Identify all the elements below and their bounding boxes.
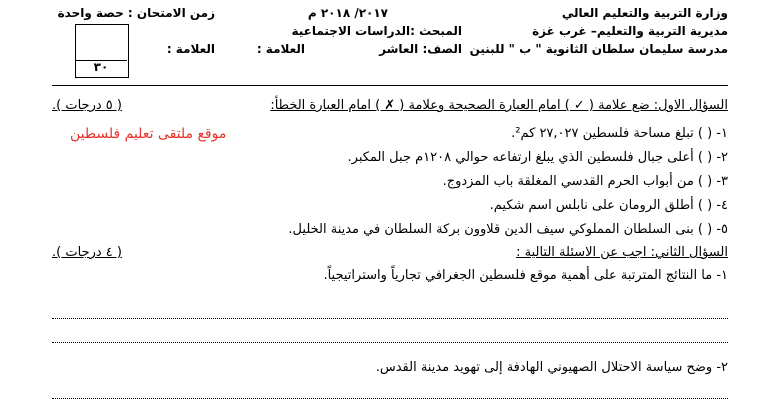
watermark-text: موقع ملتقى تعليم فلسطين bbox=[70, 126, 227, 142]
answer-line[interactable] bbox=[52, 318, 728, 319]
header-separator bbox=[52, 85, 728, 86]
q2-title: السؤال الثاني: اجب عن الاسئلة التالية : bbox=[516, 245, 728, 260]
academic-year: ٢٠١٧/ ٢٠١٨ م bbox=[307, 6, 388, 20]
directorate-name: مديرية التربية والتعليم– غرب غزة bbox=[532, 24, 728, 38]
q1-item-5: ٥- ( ) بنى السلطان المملوكي سيف الدين قلاوون بركة السلطان في مدينة الخليل. bbox=[288, 222, 728, 237]
q1-item-2: ٢- ( ) أعلى جبال فلسطين الذي يبلغ ارتفاعه حوالي ١٢٠٨م جبل المكبر. bbox=[347, 150, 728, 165]
answer-line[interactable] bbox=[52, 342, 728, 343]
q1-item-4: ٤- ( ) أطلق الرومان على نابلس اسم شكيم. bbox=[489, 198, 728, 213]
q2-item-1: ١- ما النتائج المترتبة على أهمية موقع فلسطين الجغرافي تجارياً واستراتيجياً. bbox=[323, 268, 728, 283]
q2-item-2: ٢- وضح سياسة الاحتلال الصهيوني الهادفة إلى تهويد مدينة القدس. bbox=[375, 360, 728, 375]
exam-time: زمن الامتحان : حصة واحدة bbox=[57, 6, 215, 20]
mark-label-left: العلامة : bbox=[166, 42, 215, 56]
grade-label: الصف: العاشر bbox=[379, 42, 462, 56]
q1-points: ( ٥ درجات ). bbox=[52, 98, 122, 113]
q1-item-1: ١- ( ) تبلغ مساحة فلسطين ٢٧,٠٢٧ كم². bbox=[511, 126, 728, 141]
subject-label: المبحث :الدراسات الاجتماعية bbox=[291, 24, 462, 38]
q1-title: السؤال الاول: ضع علامة ( ✓ ) امام العبارة الصحيحة وعلامة ( ✗ ) امام العبارة الخطأ: bbox=[270, 98, 728, 113]
total-mark: ٣٠ bbox=[93, 60, 109, 74]
q2-points: ( ٤ درجات ). bbox=[52, 245, 122, 260]
school-name: مدرسة سليمان سلطان الثانوية " ب " للبنين bbox=[469, 42, 728, 56]
q1-item-3: ٣- ( ) من أبواب الحرم القدسي المغلقة باب المزدوج. bbox=[442, 174, 728, 189]
mark-label-middle: العلامة : bbox=[256, 42, 305, 56]
ministry-name: وزارة التربية والتعليم العالي bbox=[561, 6, 728, 20]
answer-line[interactable] bbox=[52, 398, 728, 399]
